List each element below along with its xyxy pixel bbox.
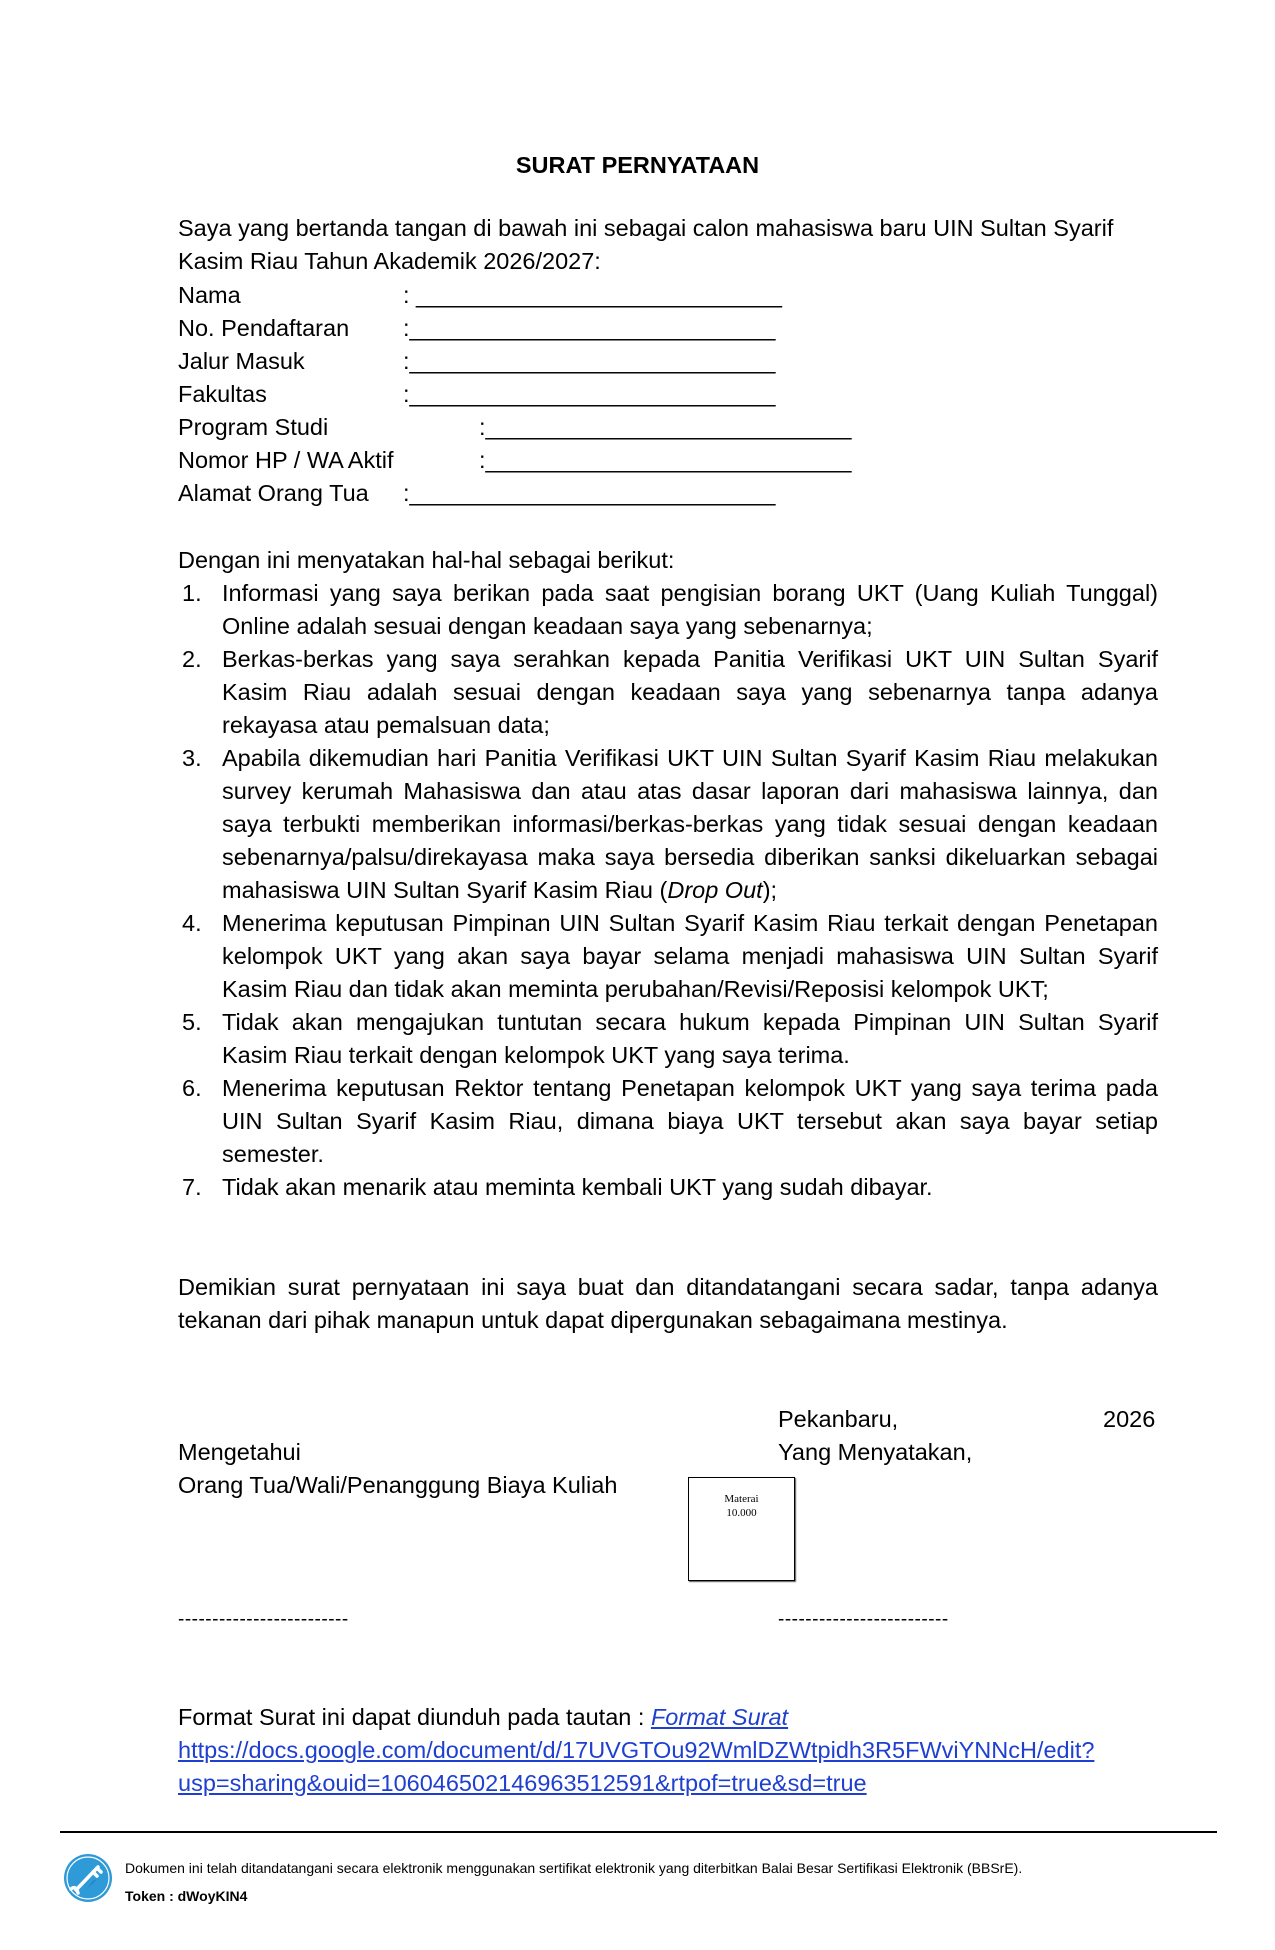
left-signature-line: ------------------------- xyxy=(178,1609,349,1630)
field-label-alamat-orang-tua: Alamat Orang Tua xyxy=(178,480,369,506)
list-text: Tidak akan mengajukan tuntutan secara hukum kepada Pimpinan UIN Sultan Syarif Kasim Riau terkait dengan kelompok UKT yang saya terima. xyxy=(222,1009,1158,1068)
footer-divider xyxy=(60,1831,1217,1833)
list-text: Tidak akan menarik atau meminta kembali UKT yang sudah dibayar. xyxy=(222,1174,933,1200)
document-token: Token : dWoyKIN4 xyxy=(125,1888,248,1904)
field-blank-no-pendaftaran: :____________________________ xyxy=(403,315,776,341)
field-label-nomor-hp: Nomor HP / WA Aktif xyxy=(178,447,394,473)
list-text: Apabila dikemudian hari Panitia Verifikasi UKT UIN Sultan Syarif Kasim Riau melakukan survey kerumah Mahasiswa dan atau atas dasar laporan dari mahasiswa lainnya, dan saya terbukti memberikan informasi/berkas-berkas yang tidak sesuai dengan keadaan sebenarnya/palsu/direkayasa maka saya bersedia diberikan sanksi dikeluarkan sebagai mahasiswa UIN Sultan Syarif Kasim Riau ( xyxy=(222,745,1158,903)
signature-place: Pekanbaru, xyxy=(778,1406,899,1432)
stamp-duty-box xyxy=(688,1477,795,1581)
list-text: Informasi yang saya berikan pada saat pengisian borang UKT (Uang Kuliah Tunggal) Online adalah sesuai dengan keadaan saya yang sebenarnya; xyxy=(222,580,1158,639)
document-title: SURAT PERNYATAAN xyxy=(515,152,760,178)
field-blank-jalur-masuk: :____________________________ xyxy=(403,348,776,374)
right-signature-line: ------------------------- xyxy=(778,1609,949,1630)
list-text: Menerima keputusan Pimpinan UIN Sultan Syarif Kasim Riau terkait dengan Penetapan kelompok UKT yang akan saya bayar selama menjadi mahasiswa UIN Sultan Syarif Kasim Riau dan tidak akan meminta perubahan/Revisi/Reposisi kelompok UKT; xyxy=(222,910,1158,1002)
field-label-program-studi: Program Studi xyxy=(178,414,329,440)
list-number: 5. xyxy=(182,1009,202,1035)
stamp-label: Materai xyxy=(724,1493,759,1505)
list-item xyxy=(178,907,1158,1006)
field-label-no-pendaftaran: No. Pendaftaran xyxy=(178,315,350,341)
list-number: 1. xyxy=(182,580,202,606)
intro-line-2: Kasim Riau Tahun Akademik 2026/2027: xyxy=(178,248,601,274)
download-url-line-1[interactable]: https://docs.google.com/document/d/17UVGTOu92WmlDZWtpidh3R5FWviYNNcH/edit? xyxy=(178,1737,1095,1763)
signature-year: 2026 xyxy=(1103,1406,1156,1432)
field-blank-fakultas: :____________________________ xyxy=(403,381,776,407)
list-number: 2. xyxy=(182,646,202,672)
list-text: Menerima keputusan Rektor tentang Penetapan kelompok UKT yang saya terima pada UIN Sultan Syarif Kasim Riau, dimana biaya UKT tersebut akan saya bayar setiap semester. xyxy=(222,1075,1158,1167)
list-item xyxy=(178,643,1158,742)
list-text: Berkas-berkas yang saya serahkan kepada Panitia Verifikasi UKT UIN Sultan Syarif Kasim Riau adalah sesuai dengan keadaan saya yang sebenarnya tanpa adanya rekayasa atau pemalsuan data; xyxy=(222,646,1158,738)
field-label-nama: Nama xyxy=(178,282,241,308)
list-number: 3. xyxy=(182,745,202,771)
list-item xyxy=(178,1171,1158,1204)
list-number: 7. xyxy=(182,1174,202,1200)
closing-paragraph: Demikian surat pernyataan ini saya buat dan ditandatangani secara sadar, tanpa adanya tekanan dari pihak manapun untuk dapat dipergunakan sebagaimana mestinya. xyxy=(178,1274,1158,1333)
list-item xyxy=(178,742,1158,907)
statement-intro: Dengan ini menyatakan hal-hal sebagai berikut: xyxy=(178,547,675,573)
list-item xyxy=(178,1006,1158,1072)
list-item xyxy=(178,1072,1158,1171)
field-blank-program-studi: :____________________________ xyxy=(479,414,852,440)
list-number: 4. xyxy=(182,910,202,936)
list-number: 6. xyxy=(182,1075,202,1101)
field-blank-alamat-orang-tua: :____________________________ xyxy=(403,480,776,506)
field-blank-nomor-hp: :____________________________ xyxy=(479,447,852,473)
download-label: Format Surat ini dapat diunduh pada tautan : xyxy=(178,1704,651,1730)
field-label-fakultas: Fakultas xyxy=(178,381,267,407)
format-surat-link[interactable]: Format Surat xyxy=(650,1704,789,1730)
download-url-line-2[interactable]: usp=sharing&ouid=106046502146963512591&rtpof=true&sd=true xyxy=(178,1770,867,1796)
intro-line-1: Saya yang bertanda tangan di bawah ini sebagai calon mahasiswa baru UIN Sultan Syarif xyxy=(178,215,1114,241)
field-blank-nama: : ____________________________ xyxy=(403,282,783,308)
list-text-italic: Drop Out xyxy=(667,877,763,903)
right-signer-title: Yang Menyatakan, xyxy=(778,1439,973,1465)
field-label-jalur-masuk: Jalur Masuk xyxy=(178,348,305,374)
download-note xyxy=(178,1701,788,1734)
left-signer-subtitle: Orang Tua/Wali/Penanggung Biaya Kuliah xyxy=(178,1472,618,1498)
stamp-value: 10.000 xyxy=(726,1507,757,1519)
list-item xyxy=(178,577,1158,643)
left-signer-title: Mengetahui xyxy=(178,1439,301,1465)
e-signature-notice: Dokumen ini telah ditandatangani secara elektronik menggunakan sertifikat elektronik yang diterbitkan Balai Besar Sertifikasi Elektronik (BBSrE). xyxy=(125,1860,1023,1876)
list-text-tail: ); xyxy=(762,877,778,903)
bsre-key-icon xyxy=(63,1853,113,1903)
statement-list xyxy=(178,577,1158,1204)
